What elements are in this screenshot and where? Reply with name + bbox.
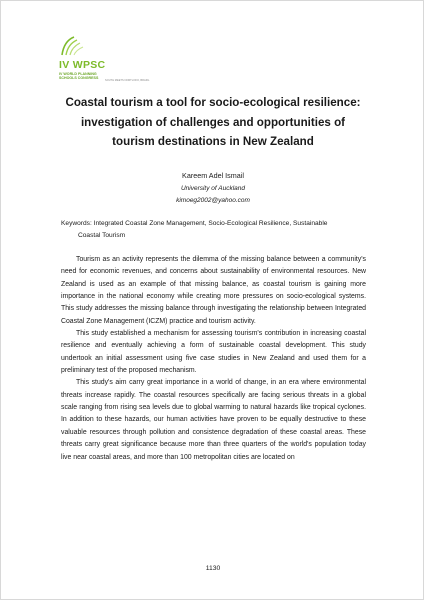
paragraph-3: This study's aim carry great importance in a world of change, in an era where environmental threats increase rapidly. The coastal resources specifically are facing serious threats in a global scale ranging from rising sea levels due to global warming to natural hazards like tropical cyclones. In addition to these hazards, our human activities have proven to be equally destructive to these valuable resources through pollution and consistence degradation of these coastal areas. These threats carry great significance because more than three quarters of the world's population today live near coastal areas, and more than 100 metropolitan cities are located on xyxy=(61,379,366,461)
author-name: Kareem Adel Ismail xyxy=(182,171,244,180)
paragraph-2: This study established a mechanism for assessing tourism's contribution in increasing coastal resilience and eventually achieving a form of sustainable coastal development. This study undertook an initial assessment using five case studies in New Zealand and used them for a preliminary test of the proposed mechanism. xyxy=(61,330,366,375)
keywords-line-2: Coastal Tourism xyxy=(78,232,126,239)
paper-title: Coastal tourism a tool for socio-ecological resilience: investigation of challenges and opportunities of tourism destinations in New Zealand xyxy=(65,96,361,148)
congress-logo xyxy=(59,33,169,82)
author-affiliation: University of Auckland xyxy=(180,185,246,192)
keywords-line-1: Keywords: Integrated Coastal Zone Management, Socio-Ecological Resilience, Sustainable xyxy=(61,220,328,227)
paragraph-1: Tourism as an activity represents the dilemma of the missing balance between a community's need for economic revenues, and concerns about sustainability of environmental resources. New Zealand is used as an example of that missing balance, as coastal tourism is gaining more importance in the national economy while creating more pressures on socio-ecological systems. This study addresses the missing balance through investigating the relationship between Integrated Coastal Zone Management (ICZM) practice and tourism activity. xyxy=(61,256,366,325)
author-email: kimoeg2002@yahoo.com xyxy=(176,197,250,204)
body-text xyxy=(61,254,366,464)
page-number: 1130 xyxy=(205,565,221,572)
logo-tagline: SOUTH MEETS NORTH RIO, BRAZIL xyxy=(105,79,150,82)
logo-title: IV WPSC xyxy=(59,59,106,71)
logo-subtitle: IV WORLD PLANNING SCHOOLS CONGRESS xyxy=(59,72,99,81)
keywords xyxy=(61,218,366,242)
logo-mark-icon xyxy=(59,33,89,57)
